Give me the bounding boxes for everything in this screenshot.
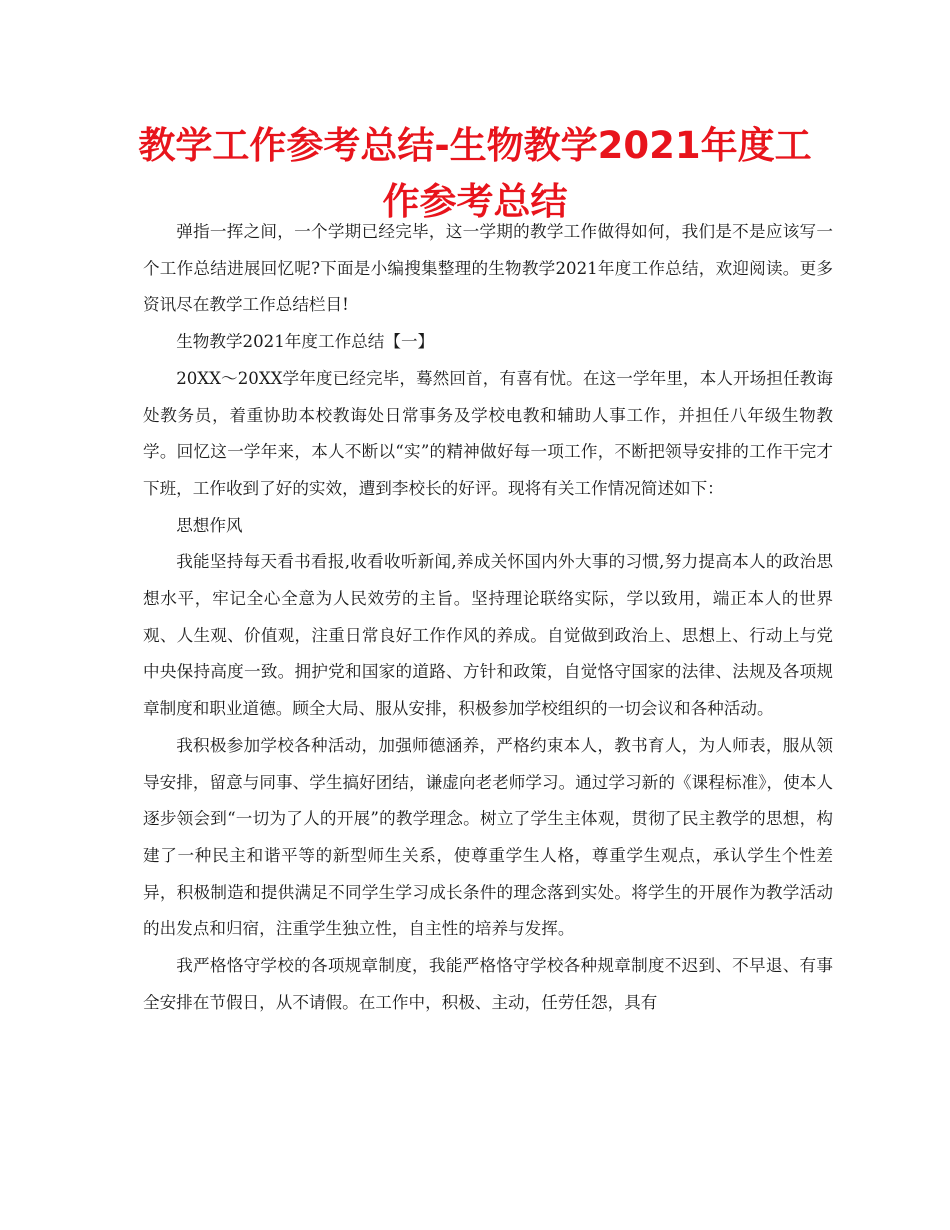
paragraph-overview: 20XX～20XX学年度已经完毕，蓦然回首，有喜有忧。在这一学年里，本人开场担任教诲处教务员，着重协助本校教诲处日常事务及学校电教和辅助人事工作，并担任八年级生物教学。回忆这一学年来，本人不断以“实”的精神做好每一项工作，不断把领导安排的工作干完才下班，工作收到了好的实效，遭到李校长的好评。现将有关工作情况简述如下： — [143, 368, 833, 498]
section-heading-part-one: 生物教学2021年度工作总结【一】 — [176, 332, 435, 352]
paragraph-activities: 我积极参加学校各种活动，加强师德涵养，严格约束本人，教书育人，为人师表，服从领导安排，留意与同事、学生搞好团结，谦虚向老老师学习。通过学习新的《课程标准》，使本人逐步领会到“一切为了人的开展”的教学理念。树立了学生主体观，贯彻了民主教学的思想，构建了一种民主和谐平等的新型师生关系，使尊重学生人格，尊重学生观点，承认学生个性差异，积极制造和提供满足不同学生学习成长条件的理念落到实处。将学生的开展作为教学活动的出发点和归宿，注重学生独立性，自主性的培养与发挥。 — [143, 735, 833, 939]
document-body — [143, 214, 833, 1021]
paragraph-intro: 弹指一挥之间，一个学期已经完毕，这一学期的教学工作做得如何，我们是不是应该写一个工作总结进展回忆呢?下面是小编搜集整理的生物教学2021年度工作总结，欢迎阅读。更多资讯尽在教学工作总结栏目! — [143, 222, 833, 315]
paragraph-ideology: 我能坚持每天看书看报,收看收听新闻,养成关怀国内外大事的习惯,努力提高本人的政治思想水平，牢记全心全意为人民效劳的主旨。坚持理论联络实际，学以致用，端正本人的世界观、人生观、价值观，注重日常良好工作作风的养成。自觉做到政治上、思想上、行动上与党中央保持高度一致。拥护党和国家的道路、方针和政策，自觉恪守国家的法律、法规及各项规章制度和职业道德。顾全大局、服从安排，积极参加学校组织的一切会议和各种活动。 — [143, 552, 833, 719]
document-title: 教学工作参考总结-生物教学2021年度工作参考总结 — [138, 124, 812, 223]
section-heading-ideology: 思想作风 — [176, 515, 243, 535]
paragraph-rules: 我严格恪守学校的各项规章制度，我能严格恪守学校各种规章制度不迟到、不早退、有事全安排在节假日，从不请假。在工作中，积极、主动，任劳任怨，具有 — [143, 956, 833, 1012]
